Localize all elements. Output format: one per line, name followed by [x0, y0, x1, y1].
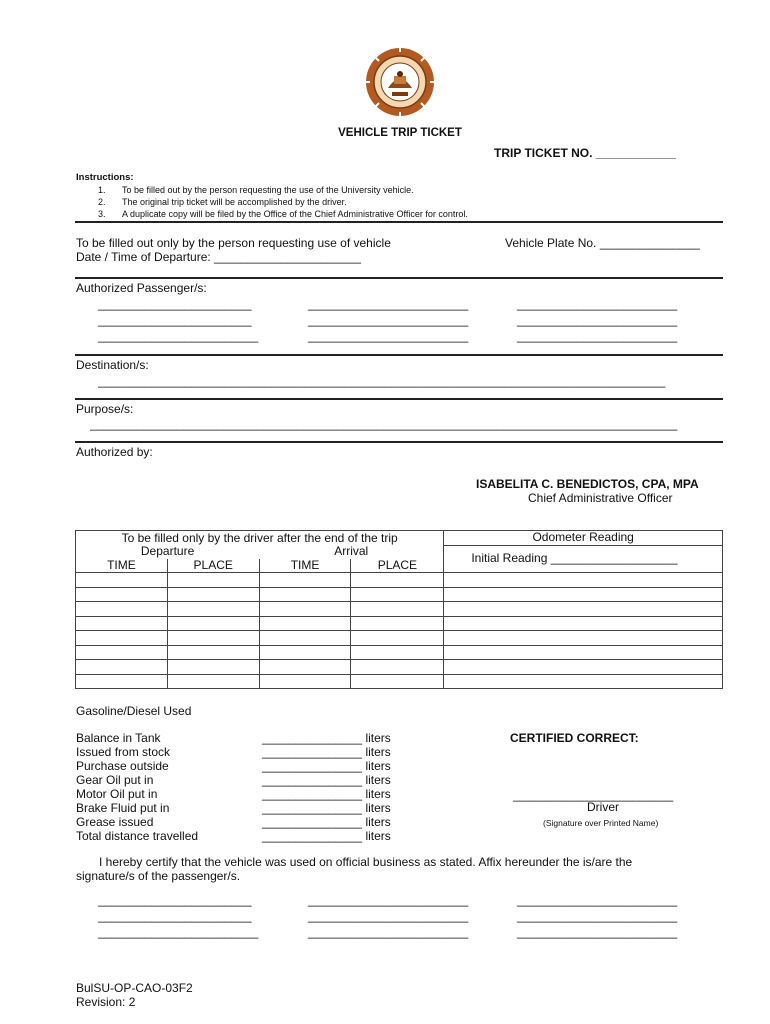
passenger-signature-col-2[interactable]: ________________________ ________________________ ________________________: [308, 893, 469, 939]
table-row[interactable]: [76, 573, 723, 588]
passenger-lines-col-1[interactable]: _______________________ _______________________ ________________________: [98, 297, 259, 343]
instruction-item: 1. To be filled out by the person requesting the use of the University vehicle.: [98, 185, 414, 195]
arrival-header: Arrival: [259, 545, 444, 559]
table-row[interactable]: [76, 602, 723, 617]
passengers-label: Authorized Passenger/s:: [76, 281, 207, 295]
passenger-signature-col-1[interactable]: _______________________ _______________________ ________________________: [98, 893, 259, 939]
divider: [75, 441, 723, 443]
trip-ticket-number[interactable]: TRIP TICKET NO. ____________: [494, 146, 676, 160]
certification-text: I hereby certify that the vehicle was used on official business as stated. Affix hereunder the is/are the: [99, 855, 633, 869]
certification-text-cont: signature/s of the passenger/s.: [76, 869, 241, 883]
requester-note: To be filled out only by the person requesting use of vehicle: [76, 236, 391, 250]
destination-label: Destination/s:: [76, 358, 149, 372]
instruction-item: 3. A duplicate copy will be filed by the Office of the Chief Administrative Officer for control.: [98, 209, 468, 219]
gas-value-fields[interactable]: _______________ liters _______________ liters _______________ liters _______________ liters _______________ liters _______________ liters _______________ liters _______________ liters: [262, 731, 391, 843]
table-row[interactable]: [76, 631, 723, 646]
form-code: BulSU-OP-CAO-03F2: [76, 981, 193, 995]
driver-note-header: To be filled only by the driver after the end of the trip: [76, 531, 444, 546]
passenger-lines-col-3[interactable]: ________________________ ________________________ ________________________: [517, 297, 678, 343]
destination-field[interactable]: _____________________________________________________________________________________: [98, 374, 666, 388]
table-row[interactable]: [76, 645, 723, 660]
col-header-place: PLACE: [351, 559, 444, 573]
purpose-label: Purpose/s:: [76, 402, 134, 416]
passenger-lines-col-2[interactable]: ________________________ ________________________ ________________________: [308, 297, 469, 343]
officer-name: ISABELITA C. BENEDICTOS, CPA, MPA: [476, 477, 699, 491]
table-row[interactable]: [76, 587, 723, 602]
col-header-time: TIME: [259, 559, 351, 573]
divider: [75, 221, 723, 223]
divider: [75, 398, 723, 400]
vehicle-plate-field[interactable]: Vehicle Plate No. _______________: [505, 236, 700, 250]
driver-label: Driver: [587, 800, 619, 814]
instructions-heading: Instructions:: [76, 172, 134, 183]
col-header-time: TIME: [76, 559, 168, 573]
divider: [75, 277, 723, 279]
instructions-list: [98, 184, 468, 220]
divider: [75, 354, 723, 356]
driver-signature-line[interactable]: ________________________: [513, 788, 674, 802]
departure-datetime-field[interactable]: Date / Time of Departure: ______________________: [76, 250, 361, 264]
authorized-by-label: Authorized by:: [76, 445, 153, 459]
table-row[interactable]: [76, 616, 723, 631]
gasoline-heading: Gasoline/Diesel Used: [76, 704, 192, 718]
table-row[interactable]: [76, 674, 723, 689]
passenger-signature-col-3[interactable]: ________________________ ________________________ ________________________: [517, 893, 678, 939]
form-revision: Revision: 2: [76, 995, 136, 1009]
university-seal-icon: [364, 46, 436, 118]
instruction-item: 2. The original trip ticket will be accomplished by the driver.: [98, 197, 347, 207]
table-row[interactable]: [76, 660, 723, 675]
purpose-field[interactable]: ________________________________________________________________________________________: [90, 417, 678, 431]
departure-header: Departure: [76, 545, 260, 559]
initial-reading-field[interactable]: Initial Reading ___________________: [444, 545, 723, 573]
gas-labels: Balance in Tank Issued from stock Purchase outside Gear Oil put in Motor Oil put in Brake Fluid put in Grease issued Total distance travelled: [76, 731, 199, 843]
col-header-place: PLACE: [167, 559, 259, 573]
officer-title: Chief Administrative Officer: [528, 491, 673, 505]
odometer-header: Odometer Reading: [444, 531, 723, 546]
certified-correct: CERTIFIED CORRECT:: [510, 731, 639, 745]
form-title: VEHICLE TRIP TICKET: [338, 127, 462, 139]
driver-trip-table: [75, 530, 723, 689]
signature-note: (Signature over Printed Name): [543, 818, 659, 828]
